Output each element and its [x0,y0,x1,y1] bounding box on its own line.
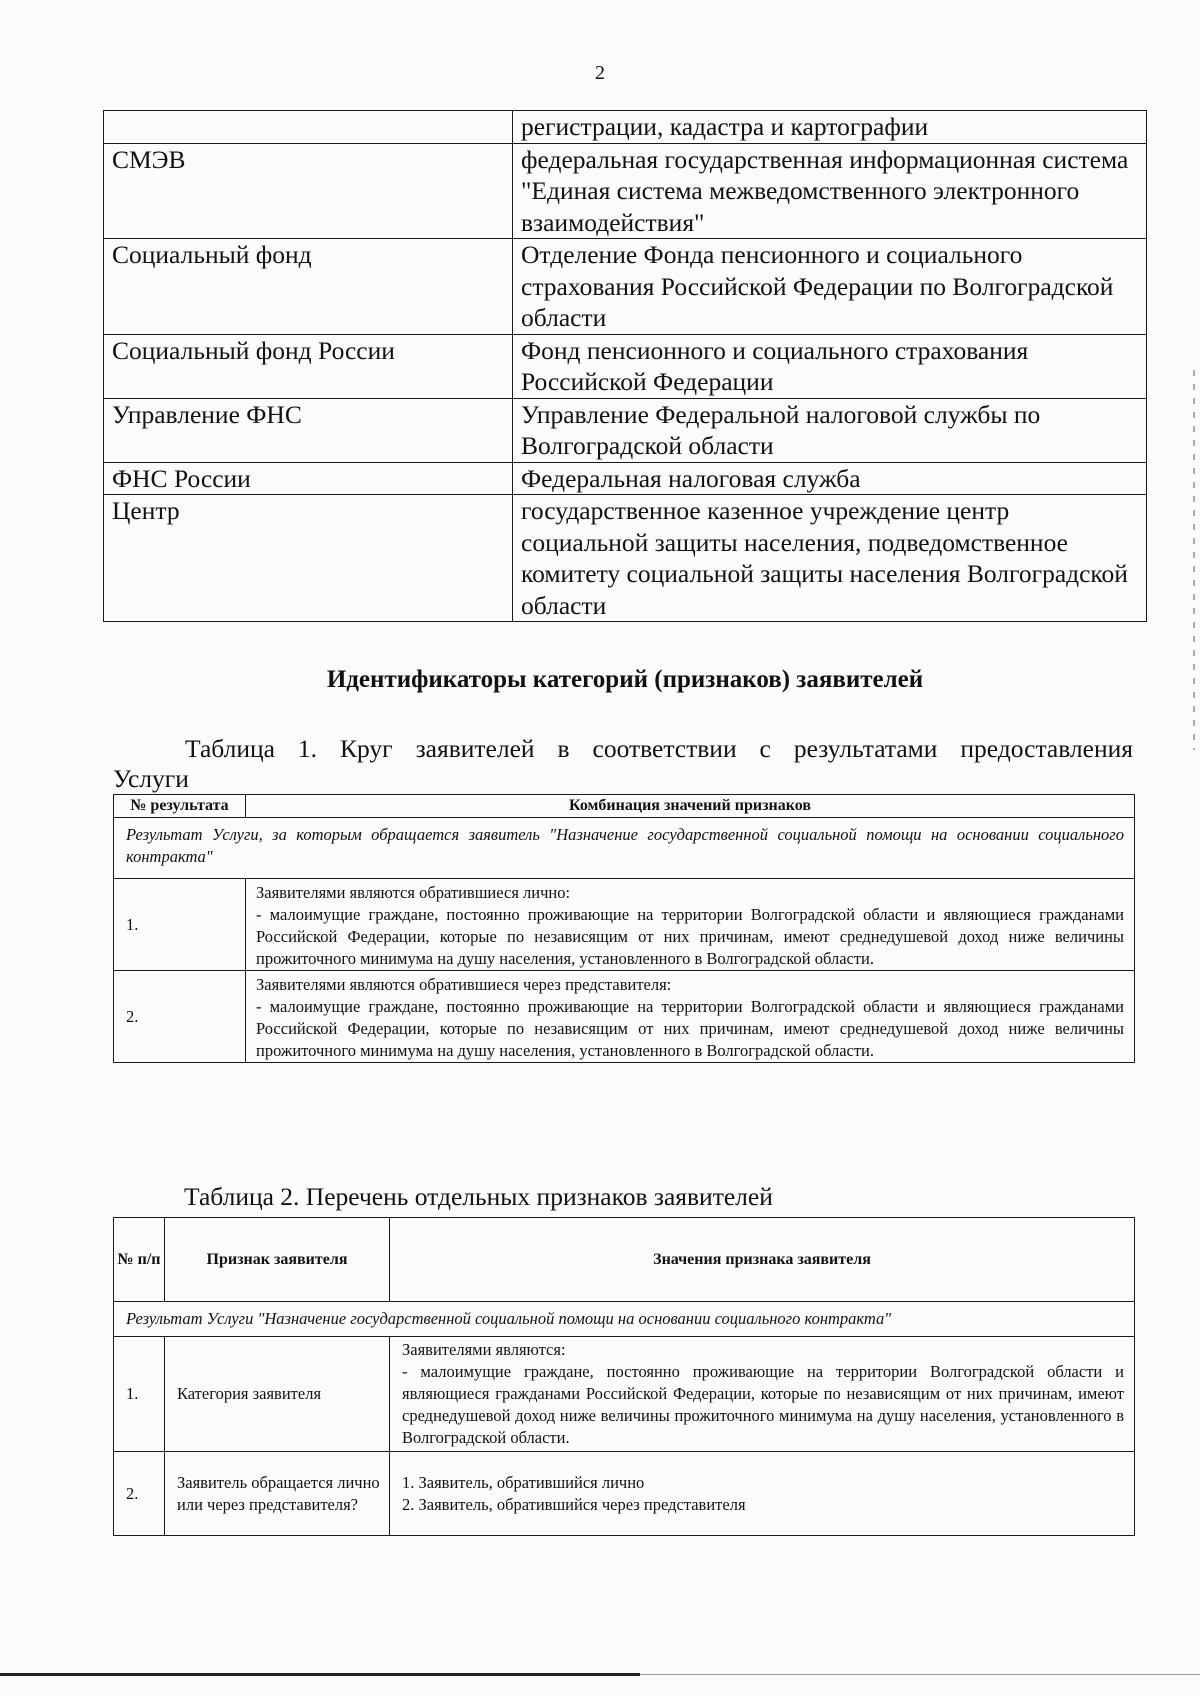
abbr-definition: Федеральная налоговая служба [513,462,1147,495]
table-1-caption: Таблица 1. Круг заявителей в соответствии с результатами предоставления Услуги [113,734,1133,793]
scan-bottom-edge-light [640,1674,1200,1675]
scan-edge-mark [1193,370,1195,750]
row-lead-text: Заявителями являются обратившиеся через представителя: [256,975,672,994]
column-header-result-number: № результата [114,795,246,818]
row-sign: Категория заявителя [165,1337,390,1452]
abbr-term: Социальный фонд [104,239,513,335]
result-text: Результат Услуги "Назначение государственной социальной помощи на основании социального контракта" [114,1302,1135,1337]
row-body-text: - малоимущие граждане, постоянно проживающие на территории Волгоградской области и являющиеся гражданами Российской Федерации, которые по независящим от них причинам, имеют среднедушевой доход ниже величины прожиточного минимума на душу населения, установленного в Волгоградской области. [256,905,1124,968]
abbr-definition: Отделение Фонда пенсионного и социального страхования Российской Федерации по Волгоградской области [513,239,1147,335]
abbreviations-table [103,110,1147,622]
row-values [390,1337,1135,1452]
result-row [114,818,1135,879]
row-lead-text: Заявителями являются: [402,1340,566,1359]
row-body-text: - малоимущие граждане, постоянно проживающие на территории Волгоградской области и являющиеся гражданами Российской Федерации, которые по независящим от них причинам, имеют среднедушевой доход ниже величины прожиточного минимума на душу населения, установленного в Волгоградской области. [256,997,1124,1060]
abbr-definition: федеральная государственная информационная система "Единая система межведомственного электронного взаимодействия" [513,143,1147,239]
abbr-definition: Управление Федеральной налоговой службы по Волгоградской области [513,398,1147,462]
table-row [114,971,1135,1063]
table-row [114,1452,1135,1536]
table-row [114,879,1135,971]
section-heading: Идентификаторы категорий (признаков) заявителей [326,666,924,693]
value-option: 1. Заявитель, обратившийся лично [402,1472,645,1492]
row-number: 2. [114,971,246,1063]
applicants-circle-table [113,794,1135,1063]
table-row [104,495,1147,622]
abbr-definition: государственное казенное учреждение центр социальной защиты населения, подведомственное комитету социальной защиты населения Волгоградской области [513,495,1147,622]
column-header-combination: Комбинация значений признаков [246,795,1135,818]
row-number: 1. [114,1337,165,1452]
row-body-text: - малоимущие граждане, постоянно проживающие на территории Волгоградской области и являющиеся гражданами Российской Федерации, которые по независящим от них причинам, имеют среднедушевой доход ниже величины прожиточного минимума на душу населения, установленного в Волгоградской области. [402,1362,1124,1447]
row-values [390,1452,1135,1536]
row-description [246,971,1135,1063]
row-number: 1. [114,879,246,971]
row-description [246,879,1135,971]
value-option: 2. Заявитель, обратившийся через представителя [402,1494,746,1514]
table-header-row [114,795,1135,818]
abbr-term: ФНС России [104,462,513,495]
column-header-sign: Признак заявителя [165,1218,390,1302]
table-row [104,143,1147,239]
table-row [114,1337,1135,1452]
row-sign: Заявитель обращается лично или через представителя? [165,1452,390,1536]
abbr-definition: Фонд пенсионного и социального страхования Российской Федерации [513,334,1147,398]
abbr-term [104,111,513,144]
column-header-number: № п/п [114,1218,165,1302]
result-text: Результат Услуги, за которым обращается заявитель "Назначение государственной социальной помощи на основании социального контракта" [114,818,1135,879]
table-header-row [114,1218,1135,1302]
column-header-values: Значения признака заявителя [390,1218,1135,1302]
abbr-term: СМЭВ [104,143,513,239]
result-row [114,1302,1135,1337]
table-row [104,334,1147,398]
abbr-definition: регистрации, кадастра и картографии [513,111,1147,144]
page-number: 2 [595,62,605,84]
table-2-caption: Таблица 2. Перечень отдельных признаков заявителей [184,1182,773,1211]
scan-bottom-edge [0,1673,640,1676]
table-row [104,111,1147,144]
abbr-term: Социальный фонд России [104,334,513,398]
abbr-term: Управление ФНС [104,398,513,462]
table-row [104,398,1147,462]
abbr-term: Центр [104,495,513,622]
row-number: 2. [114,1452,165,1536]
applicant-signs-table [113,1217,1135,1536]
table-row [104,462,1147,495]
row-lead-text: Заявителями являются обратившиеся лично: [256,883,571,902]
table-row [104,239,1147,335]
